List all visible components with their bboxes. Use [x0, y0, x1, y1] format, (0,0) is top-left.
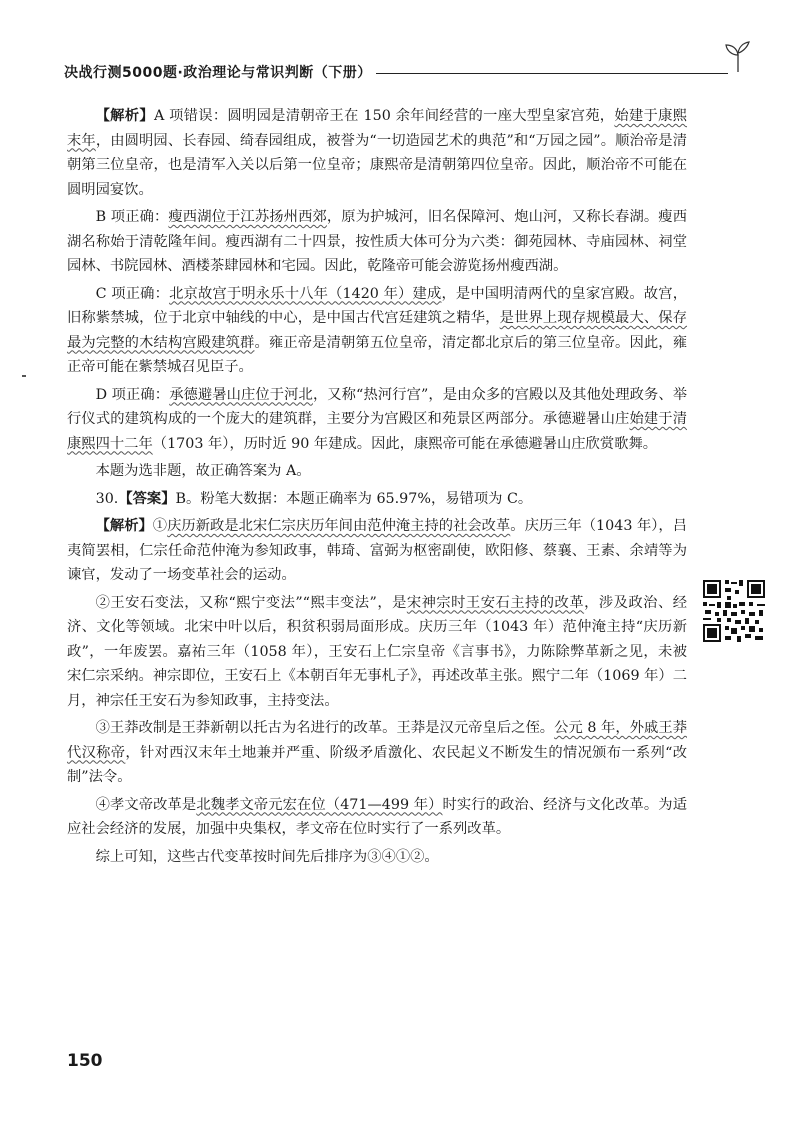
- qr-code-icon[interactable]: [701, 578, 767, 644]
- text-run: B。粉笔大数据：本题正确率为 65.97%，易错项为 C。: [175, 490, 533, 507]
- label-marker: 【解析】: [95, 518, 153, 534]
- text-run: D 项正确：: [95, 386, 170, 403]
- key-point-underlined: 是世界上现存规模最大、保存最为完整的木结构宫殿建筑群: [67, 310, 688, 351]
- sprout-icon: [720, 38, 756, 74]
- text-run: ②王安石变法，又称“熙宁变法”“熙丰变法”，是: [95, 594, 407, 611]
- key-point-underlined: 北京故宫于明永乐十八年（1420 年）建成: [169, 285, 442, 302]
- paragraph-p6: [67, 487, 687, 512]
- running-header: [58, 60, 748, 90]
- text-run: ，涉及政治、经济、文化等领域。北宋中叶以后，积贫积弱局面形成。庆历三年（1043 年）范仲淹主持“庆历新政”，一年废罢。嘉祐三年（1058 年），王安石上仁宗皇帝《言事书》，力陈除弊革新之见，未被宋仁宗采纳。神宗即位，王安石上《本朝百年无事札子》，再述改革主张。熙宁二年（1069 年）二月，神宗任王安石为参知政事，主持变法。: [67, 594, 688, 709]
- paragraph-p2: [67, 205, 687, 279]
- paragraph-p1: [67, 104, 687, 202]
- key-point-underlined: 庆历新政是北宋仁宗庆历年间由范仲淹主持的社会改革: [167, 518, 511, 534]
- text-run: ，针对西汉末年土地兼并严重、阶级矛盾激化、农民起义不断发生的情况颁布一系列“改制”法令。: [67, 744, 688, 785]
- text-run: 30.: [95, 490, 119, 507]
- paragraph-p8: [67, 591, 687, 714]
- key-point-underlined: 始建于清康熙四十二年: [67, 411, 687, 452]
- explanation-body: [67, 104, 687, 872]
- text-run: ①: [152, 518, 168, 534]
- text-run: C 项正确：: [95, 285, 170, 302]
- paragraph-p9: [67, 716, 687, 790]
- text-run: 时实行的政治、经济与文化改革。为适应社会经济的发展，加强中央集权，孝文帝在位时实行了一系列改革。: [67, 796, 687, 837]
- text-run: ④孝文帝改革是: [95, 796, 197, 813]
- text-run: 综上可知，这些古代变革按时间先后排序为③④①②。: [95, 848, 439, 865]
- key-point-underlined: 始建于康熙末年: [67, 108, 688, 149]
- text-run: ，又称“热河行宫”，是由众多的宫殿以及其他处理政务、举行仪式的建筑构成的一个庞大的建筑群，主要分为宫殿区和苑景区两部分。承德避暑山庄: [67, 386, 687, 427]
- text-run: 。雍正帝是清朝第五位皇帝，清定都北京后的第三位皇帝。因此，雍正帝可能在紫禁城召见臣子。: [67, 334, 688, 375]
- text-run: （1703 年），历时近 90 年建成。因此，康熙帝可能在承德避暑山庄欣赏歌舞。: [152, 435, 658, 452]
- label-marker: 【答案】: [118, 490, 176, 507]
- text-run: ，是中国明清两代的皇家宫殿。故宫，旧称紫禁城，位于北京中轴线的中心，是中国古代宫廷建筑之精华，: [67, 285, 688, 326]
- book-title: 决战行测5000题·政治理论与常识判断（下册）: [64, 65, 372, 81]
- paragraph-p5: [67, 459, 687, 484]
- key-point-underlined: 瘦西湖位于江苏扬州西郊: [168, 209, 327, 225]
- text-run: 本题为选非题，故正确答案为 A。: [95, 463, 311, 479]
- text-run: ③王莽改制是王莽新朝以托古为名进行的改革。王莽是汉元帝皇后之侄。: [95, 720, 555, 736]
- paragraph-p4: [67, 383, 687, 457]
- key-point-underlined: 承德避暑山庄位于河北: [169, 386, 313, 403]
- label-marker: 【解析】: [95, 108, 154, 124]
- paragraph-p11: [67, 845, 687, 870]
- scan-mark: [22, 375, 26, 377]
- page-number: 150: [67, 1051, 103, 1071]
- paragraph-p10: [67, 793, 687, 842]
- text-run: ，原为护城河，旧名保障河、炮山河，又称长春湖。瘦西湖名称始于清乾隆年间。瘦西湖有二十四景，按性质大体可分为六类：御苑园林、寺庙园林、祠堂园林、书院园林、酒楼茶肆园林和宅园。因此，乾隆帝可能会游览扬州瘦西湖。: [67, 209, 687, 274]
- key-point-underlined: 宋神宗时王安石主持的改革: [406, 594, 585, 611]
- key-point-underlined: 北魏孝文帝元宏在位（471—499 年）: [196, 796, 443, 813]
- text-run: A 项错误：圆明园是清朝帝王在 150 余年间经营的一座大型皇家宫苑，: [153, 108, 615, 124]
- paragraph-p3: [67, 282, 687, 380]
- key-point-underlined: 公元 8 年，外戚王莽代汉称帝: [67, 720, 687, 761]
- text-run: B 项正确：: [95, 209, 169, 225]
- paragraph-p7: [67, 514, 687, 588]
- text-run: 。庆历三年（1043 年），吕夷简罢相，仁宗任命范仲淹为参知政事，韩琦、富弼为枢密副使，欧阳修、蔡襄、王素、余靖等为谏官，发动了一场变革社会的运动。: [67, 518, 688, 583]
- text-run: ，由圆明园、长春园、绮春园组成，被誉为“一切造园艺术的典范”和“万园之园”。顺治帝是清朝第三位皇帝，也是清军入关以后第一位皇帝；康熙帝是清朝第四位皇帝。因此，顺治帝不可能在圆明园宴饮。: [67, 132, 688, 198]
- header-rule: [376, 73, 728, 74]
